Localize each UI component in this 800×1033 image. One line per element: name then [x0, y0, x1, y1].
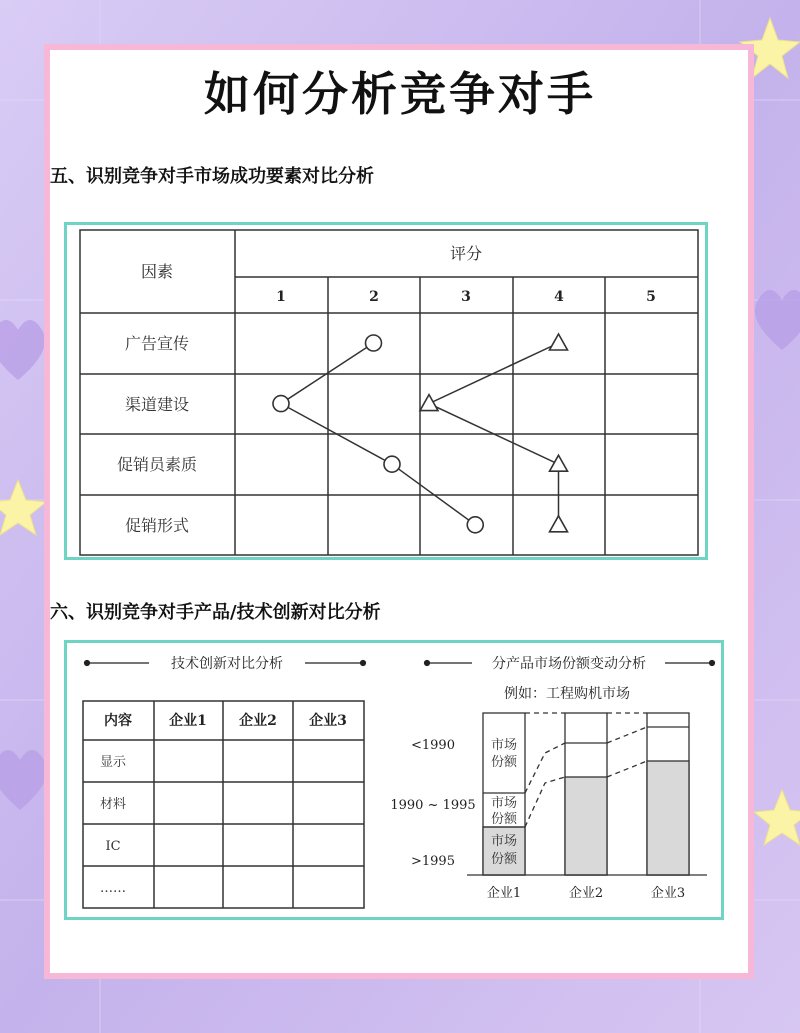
factor-label: 促销员素质: [116, 455, 198, 474]
circle-score-marker: [366, 335, 382, 351]
company-label: 企业1: [486, 886, 522, 901]
circle-score-marker: [384, 456, 400, 472]
score-label: 4: [554, 289, 564, 305]
market-caption: 分产品市场份额变动分析: [492, 656, 646, 672]
tech-header: 内容: [104, 713, 132, 729]
section5-heading: 五、识别竞争对手市场成功要素对比分析: [50, 166, 374, 187]
tech-row-label: ……: [100, 881, 126, 896]
tech-caption: 技术创新对比分析: [171, 656, 283, 672]
period-label: 1990 ~ 1995: [390, 798, 476, 813]
share-label: 份额: [490, 812, 518, 827]
tech-header: 企业2: [239, 713, 277, 729]
circle-score-marker: [273, 396, 289, 412]
share-label: 市场: [490, 834, 518, 849]
company-label: 企业2: [568, 886, 604, 901]
triangle-score-marker: [550, 455, 568, 471]
section5-frame: [64, 222, 708, 560]
period-label: <1990: [411, 738, 455, 753]
tech-header: 企业1: [169, 713, 207, 729]
score-label: 1: [276, 289, 286, 305]
score-label: 3: [461, 289, 471, 305]
factor-label: 促销形式: [124, 516, 190, 535]
page-title: 如何分析竞争对手: [204, 67, 596, 121]
tech-header: 企业3: [309, 713, 347, 729]
score-header: 评分: [449, 244, 483, 263]
score-label: 2: [369, 289, 379, 305]
company-label: 企业3: [650, 886, 686, 901]
factor-header: 因素: [140, 262, 174, 281]
share-label: 份额: [490, 852, 518, 867]
tech-row-label: 材料: [99, 797, 127, 812]
triangle-score-marker: [550, 516, 568, 532]
factor-label: 渠道建设: [124, 395, 190, 414]
market-subtitle: 例如：工程购机市场: [504, 686, 630, 702]
product-tech-diagram: [67, 643, 721, 917]
score-label: 5: [646, 289, 656, 305]
tech-row-label: IC: [105, 839, 121, 854]
tech-row-label: 显示: [99, 755, 127, 770]
share-label: 市场: [490, 738, 518, 753]
share-label: 份额: [490, 755, 518, 770]
circle-score-marker: [467, 517, 483, 533]
section6-frame: [64, 640, 724, 920]
success-factor-chart: [67, 225, 705, 557]
section6-heading: 六、识别竞争对手产品/技术创新对比分析: [50, 602, 381, 623]
factor-label: 广告宣传: [124, 334, 190, 353]
share-label: 市场: [490, 796, 518, 811]
period-label: >1995: [411, 854, 455, 869]
triangle-score-marker: [550, 334, 568, 350]
triangle-score-marker: [420, 395, 438, 411]
